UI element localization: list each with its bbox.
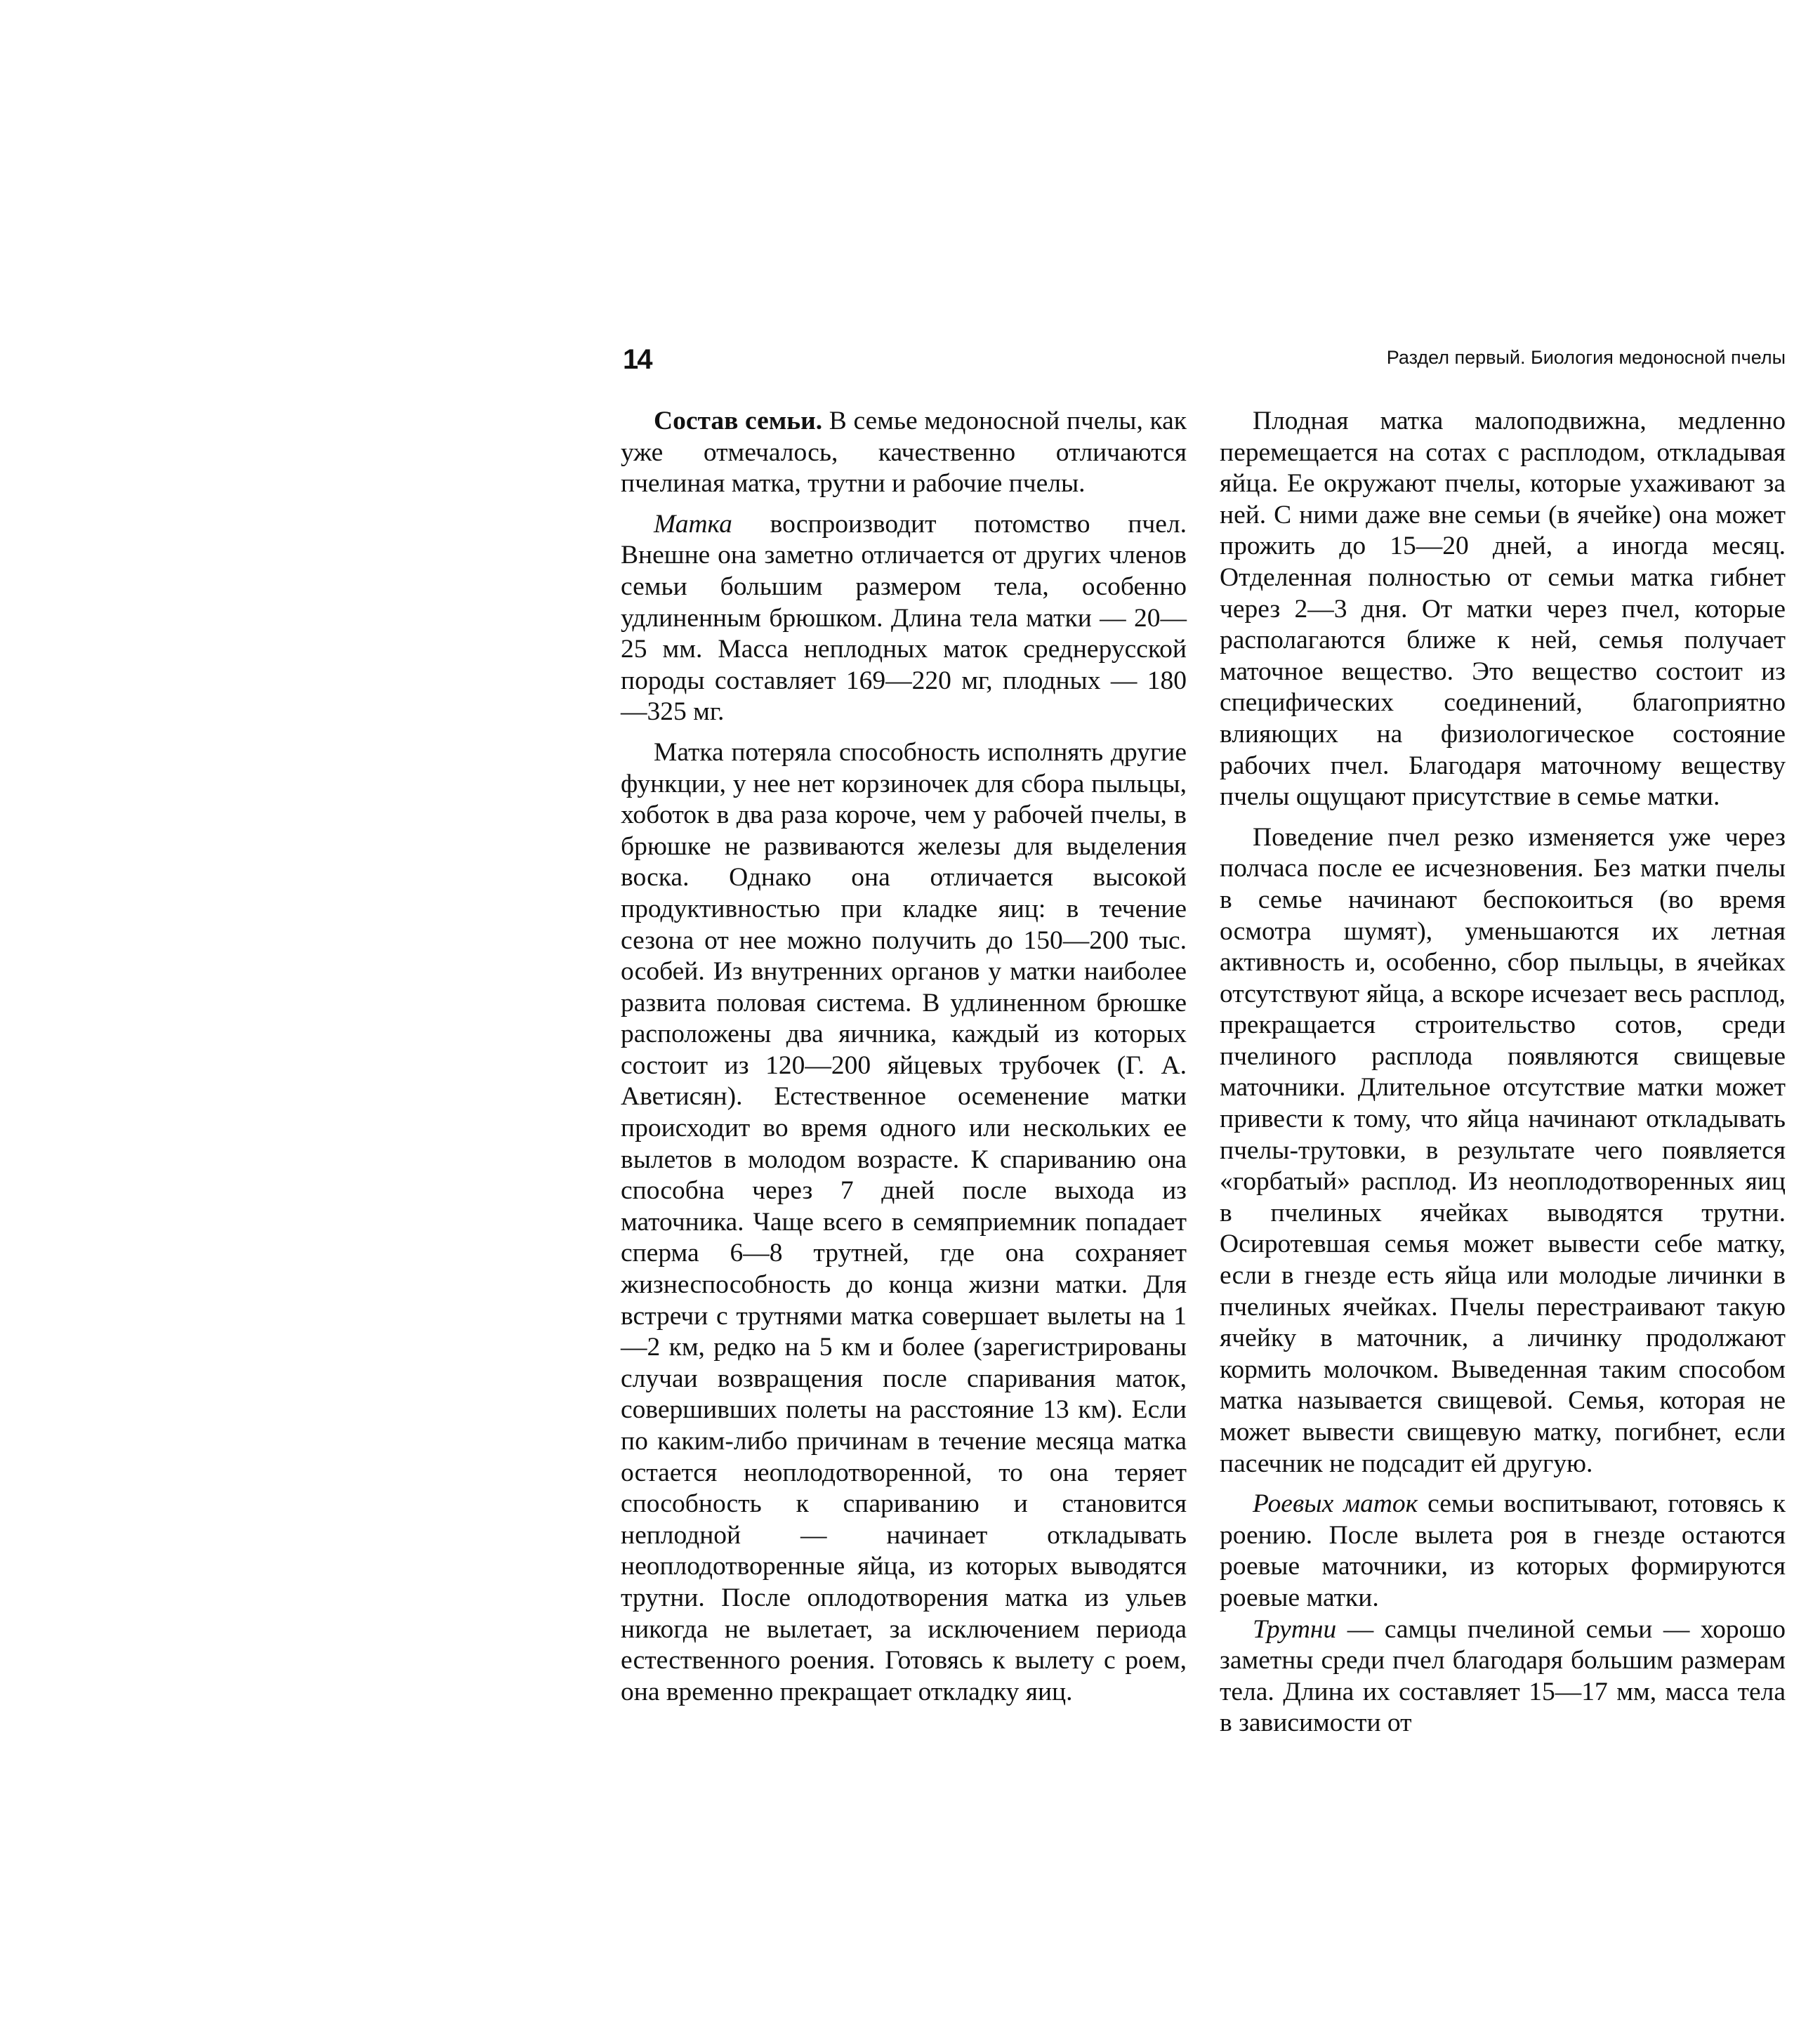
paragraph-drones — [1220, 1614, 1786, 1739]
paragraph-queen — [621, 509, 1187, 728]
left-column — [621, 406, 1187, 1708]
paragraph-text: Матка потеряла способность исполнять другие функции, у нее нет корзиночек для сбора пыльцы, хоботок в два раза короче, чем у рабочей пчелы, в брюшке не развиваются железы для выделения воска. Однако она отличается высокой продуктивностью при кладке яиц: в течение сезона от нее можно получить до 150—200 тыс. особей. Из внутренних органов у матки наиболее развита половая система. В удлиненном брюшке расположены два яичника, каждый из которых состоит из 120—200 яйцевых трубочек (Г. А. Аветисян). Естественное осеменение матки происходит во время одного или нескольких ее вылетов в молодом возрасте. К спариванию она способна через 7 дней после выхода из маточника. Чаще всего в семяприемник попадает сперма 6—8 трутней, где она сохраняет жизнеспособность до конца жизни матки. Для встречи с трутнями матка совершает вылеты на 1—2 км, редко на 5 км и более (зарегистрированы случаи возвращения после спаривания маток, совершивших полеты на расстояние 13 км). Если по каким-либо причинам в течение месяца матка остается неоплодотворенной, то она теряет способность к спариванию и становится неплодной — начинает откладывать неоплодотворенные яйца, из которых выводятся трутни. После оплодотворения матка из ульев никогда не вылетает, за исключением периода естественного роения. Готовясь к вылету с роем, она временно прекращает откладку яиц. — [621, 737, 1187, 1706]
term-swarm-queens: Роевых маток — [1253, 1489, 1418, 1519]
paragraph-text: воспроизводит потомство пчел. Внешне она заметно отличается от других членов семьи большим размером тела, особенно удлиненным брюшком. Длина тела матки — 20—25 мм. Масса неплодных маток среднерусской породы составляет 169—220 мг, плодных — 180—325 мг. — [621, 509, 1187, 727]
page-number: 14 — [623, 344, 652, 375]
section-heading-family-composition: Состав семьи. — [654, 407, 823, 435]
running-title: Раздел первый. Биология медоносной пчелы — [1386, 347, 1786, 368]
paragraph-swarm-queens — [1220, 1489, 1786, 1614]
paragraph-family-composition — [621, 406, 1187, 500]
paragraph-queenless-behavior — [1220, 822, 1786, 1480]
paragraph-text: семьи воспитывают, готовясь к роению. После вылета роя в гнезде остаются роевые маточники, из которых формируются роевые матки. — [1220, 1489, 1786, 1612]
paragraph-queen-functions — [621, 737, 1187, 1708]
paragraph-text: Плодная матка малоподвижна, медленно перемещается на сотах с расплодом, откладывая яйца. Ее окружают пчелы, которые ухаживают за ней. С ними даже вне семьи (в ячейке) она может прожить до 15—20 дней, а иногда месяц. Отделенная полностью от семьи матка гибнет через 2—3 дня. От матки через пчел, которые располагаются ближе к ней, семья получает маточное вещество. Это вещество состоит из специфических соединений, благоприятно влияющих на физиологическое состояние рабочих пчел. Благодаря маточному веществу пчелы ощущают присутствие в семье матки. — [1220, 407, 1786, 812]
right-column — [1220, 406, 1786, 1739]
term-drones: Трутни — [1253, 1614, 1337, 1644]
paragraph-text: Поведение пчел резко изменяется уже через полчаса после ее исчезновения. Без матки пчелы в семье начинают беспокоиться (во время осмотра шумят), уменьшаются их летная активность и, особенно, сбор пыльцы, в ячейках отсутствуют яйца, а вскоре исчезает весь расплод, прекращается строительство сотов, среди пчелиного расплода появляются свищевые маточники. Длительное отсутствие матки может привести к тому, что яйца начинают откладывать пчелы-трутовки, в результате чего появляется «горбатый» расплод. Из неоплодотворенных яиц в пчелиных ячейках выводятся трутни. Осиротевшая семья может вывести себе матку, если в гнезде есть яйца или молодые личинки в пчелиных ячейках. Пчелы перестраивают такую ячейку в маточник, а личинку продолжают кормить молочком. Выведенная таким способом матка называется свищевой. Семья, которая не может вывести свищевую матку, погибнет, если пасечник не подсадит ей другую. — [1220, 822, 1786, 1478]
paragraph-text: В семье медоносной пчелы, как уже отмечалось, качественно отличаются пчелиная матка, трутни и рабочие пчелы. — [621, 407, 1187, 499]
paragraph-text: — самцы пчелиной семьи — хорошо заметны среди пчел благодаря большим размерам тела. Длина их составляет 15—17 мм, масса тела в зависимости от — [1220, 1614, 1786, 1738]
paragraph-fertile-queen — [1220, 406, 1786, 813]
term-queen: Матка — [654, 509, 732, 539]
